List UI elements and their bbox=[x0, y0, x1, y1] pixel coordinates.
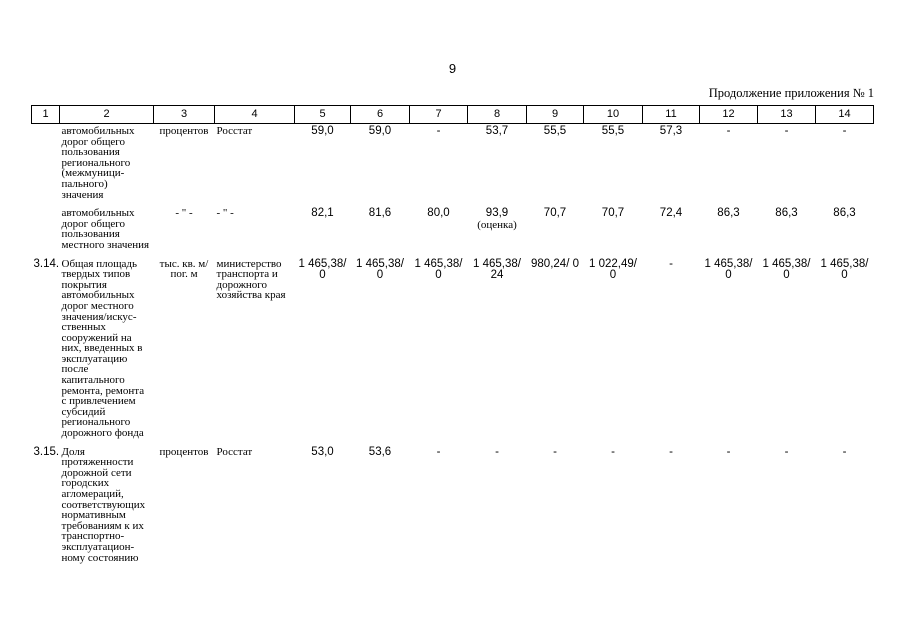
value-cell bbox=[700, 206, 758, 256]
value-cell bbox=[816, 206, 874, 256]
value-text: 59,0 bbox=[368, 125, 392, 137]
value-cell bbox=[527, 124, 584, 207]
value-text: 53,6 bbox=[368, 445, 392, 458]
value-cell bbox=[468, 206, 527, 256]
value-text: - bbox=[669, 257, 673, 270]
value-cell bbox=[700, 124, 758, 207]
value-text: 55,5 bbox=[601, 125, 625, 137]
table-header-row bbox=[32, 106, 874, 124]
value-cell bbox=[527, 206, 584, 256]
value-cell bbox=[351, 206, 410, 256]
value-text: - bbox=[436, 445, 441, 458]
value-cell bbox=[468, 257, 527, 445]
value-text: 1 465,38/ 0 bbox=[298, 257, 347, 282]
value-cell bbox=[758, 445, 816, 570]
source-cell: министерство транспорта и дорожного хозяйства края bbox=[216, 257, 286, 302]
table-row bbox=[32, 257, 874, 445]
value-cell bbox=[410, 206, 468, 256]
value-cell bbox=[527, 445, 584, 570]
column-header: 3 bbox=[154, 106, 215, 124]
table-row bbox=[32, 445, 874, 570]
value-text: - bbox=[842, 125, 847, 137]
value-cell bbox=[758, 124, 816, 207]
value-text: - bbox=[784, 125, 789, 137]
unit-cell: процентов bbox=[159, 445, 209, 458]
value-cell bbox=[295, 124, 351, 207]
value-cell bbox=[527, 257, 584, 445]
value-cell bbox=[351, 445, 410, 570]
value-cell bbox=[584, 206, 643, 256]
value-text: 86,3 bbox=[717, 207, 740, 220]
appendix-table bbox=[31, 105, 874, 569]
value-text: - bbox=[611, 445, 615, 458]
table-row bbox=[32, 124, 874, 207]
value-text: 1 465,38/ 0 bbox=[356, 257, 404, 282]
value-text: 82,1 bbox=[311, 207, 334, 220]
value-note: (оценка) bbox=[477, 218, 517, 231]
column-header: 13 bbox=[758, 106, 816, 124]
column-header: 1 bbox=[32, 106, 60, 124]
value-cell bbox=[700, 257, 758, 445]
row-number: 3.14. bbox=[33, 257, 60, 270]
unit-cell: - " - bbox=[175, 207, 193, 220]
value-text: 53,7 bbox=[485, 125, 509, 137]
value-text: 1 022,49/ 0 bbox=[589, 257, 637, 282]
value-cell bbox=[758, 257, 816, 445]
value-text: 86,3 bbox=[775, 207, 798, 220]
column-header: 5 bbox=[295, 106, 351, 124]
value-cell bbox=[643, 257, 700, 445]
value-cell bbox=[410, 445, 468, 570]
value-text: 80,0 bbox=[427, 207, 450, 220]
row-number bbox=[32, 206, 60, 256]
value-cell bbox=[351, 257, 410, 445]
value-text: 55,5 bbox=[543, 125, 567, 137]
value-cell bbox=[700, 445, 758, 570]
value-cell bbox=[351, 124, 410, 207]
value-cell bbox=[468, 445, 527, 570]
indicator-name: автомобильных дорог общего пользования регионального (межмуници-пального) значения bbox=[61, 125, 135, 201]
value-cell bbox=[584, 445, 643, 570]
column-header: 4 bbox=[215, 106, 295, 124]
column-header: 2 bbox=[60, 106, 154, 124]
value-text: - bbox=[436, 125, 441, 137]
unit-cell: процентов bbox=[159, 125, 209, 137]
value-cell bbox=[643, 206, 700, 256]
source-cell: Росстат bbox=[216, 445, 253, 458]
value-text: 81,6 bbox=[368, 207, 392, 220]
table-row bbox=[32, 206, 874, 256]
row-number bbox=[32, 124, 60, 207]
value-text: - bbox=[669, 445, 673, 458]
page-number: 9 bbox=[448, 61, 457, 76]
value-text: - bbox=[784, 445, 789, 458]
source-cell: Росстат bbox=[216, 125, 253, 137]
column-header: 11 bbox=[643, 106, 700, 124]
value-text: 57,3 bbox=[659, 125, 683, 137]
value-text: 980,24/ 0 bbox=[531, 257, 579, 270]
value-cell bbox=[758, 206, 816, 256]
value-cell bbox=[410, 124, 468, 207]
continuation-label: Продолжение приложения № 1 bbox=[708, 86, 874, 100]
column-header: 7 bbox=[410, 106, 468, 124]
value-cell bbox=[295, 257, 351, 445]
row-number: 3.15. bbox=[33, 445, 60, 458]
value-text: 1 465,38/ 24 bbox=[473, 257, 521, 282]
indicator-name: Общая площадь твердых типов покрытия автомобильных дорог местного значения/искус-ственных сооружений на них, введенных в эксплуатацию после капитального ремонта, ремонта с привлечением субсидий регионального дорожного фонда bbox=[61, 257, 145, 440]
indicator-name: Доля протяженности дорожной сети городских агломераций, соответствующих нормативным требованиям к их транспортно-эксплуатацион-ному состоянию bbox=[61, 445, 146, 564]
value-text: 72,4 bbox=[659, 207, 683, 220]
value-text: 1 465,38/ 0 bbox=[762, 257, 811, 282]
value-text: - bbox=[553, 445, 557, 458]
value-text: 70,7 bbox=[601, 207, 625, 220]
column-header: 12 bbox=[700, 106, 758, 124]
value-cell bbox=[295, 445, 351, 570]
value-cell bbox=[468, 124, 527, 207]
value-text: 93,9 bbox=[485, 207, 509, 220]
value-cell bbox=[410, 257, 468, 445]
value-cell bbox=[584, 124, 643, 207]
column-header: 10 bbox=[584, 106, 643, 124]
value-text: 53,0 bbox=[311, 445, 334, 458]
column-header: 8 bbox=[468, 106, 527, 124]
column-header: 14 bbox=[816, 106, 874, 124]
value-cell bbox=[295, 206, 351, 256]
indicator-name: автомобильных дорог общего пользования местного значения bbox=[61, 207, 150, 251]
value-cell bbox=[584, 257, 643, 445]
value-cell bbox=[816, 124, 874, 207]
value-text: - bbox=[842, 445, 847, 458]
value-text: 59,0 bbox=[311, 125, 334, 137]
value-text: - bbox=[495, 445, 499, 458]
value-cell bbox=[816, 257, 874, 445]
value-cell bbox=[643, 124, 700, 207]
value-text: 1 465,38/ 0 bbox=[704, 257, 753, 282]
value-text: 86,3 bbox=[833, 207, 856, 220]
column-header: 9 bbox=[527, 106, 584, 124]
column-header: 6 bbox=[351, 106, 410, 124]
value-text: 1 465,38/ 0 bbox=[414, 257, 463, 282]
value-text: - bbox=[726, 445, 731, 458]
value-cell bbox=[816, 445, 874, 570]
source-cell: - " - bbox=[216, 207, 234, 220]
value-text: 70,7 bbox=[543, 207, 567, 220]
value-text: - bbox=[726, 125, 731, 137]
value-text: 1 465,38/ 0 bbox=[820, 257, 869, 282]
unit-cell: тыс. кв. м/ пог. м bbox=[159, 257, 209, 281]
value-cell bbox=[643, 445, 700, 570]
